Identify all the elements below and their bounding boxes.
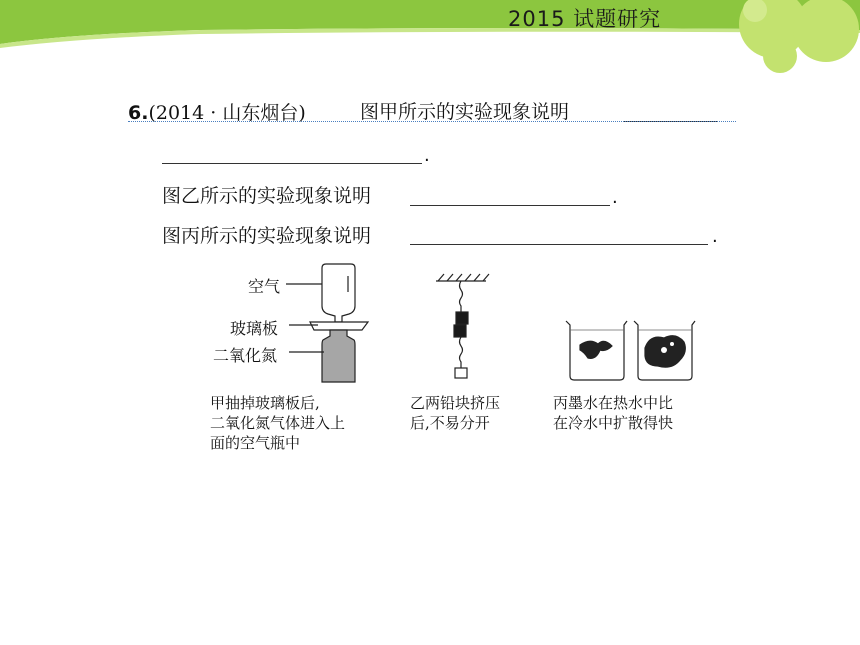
label-nitrogen-dioxide: 二氧化氮 <box>213 346 278 365</box>
label-glass-plate: 玻璃板 <box>230 319 279 338</box>
question-line-1: 图甲所示的实验现象说明 <box>360 101 570 123</box>
question-line-3: 图丙所示的实验现象说明 <box>162 225 372 247</box>
figure-yi-lead-blocks <box>436 274 489 378</box>
period-1: . <box>424 145 430 166</box>
question-number: 6.(2014 · 山东烟台) <box>128 102 306 124</box>
question-source: (2014 · 山东烟台) <box>148 102 306 124</box>
caption-jia: 甲抽掉玻璃板后, 二氧化氮气体进入上 面的空气瓶中 <box>210 394 346 452</box>
figure-jia-bottles <box>286 264 368 382</box>
question-line-2: 图乙所示的实验现象说明 <box>162 185 372 207</box>
caption-yi: 乙两铅块挤压 后,不易分开 <box>410 394 501 432</box>
caption-bing: 丙墨水在热水中比 在冷水中扩散得快 <box>553 394 674 432</box>
period-2: . <box>612 187 618 208</box>
label-air: 空气 <box>248 277 281 296</box>
period-3: . <box>712 226 718 247</box>
figure-bing-beakers <box>566 321 695 380</box>
header-title: 2015 试题研究 <box>508 7 662 31</box>
